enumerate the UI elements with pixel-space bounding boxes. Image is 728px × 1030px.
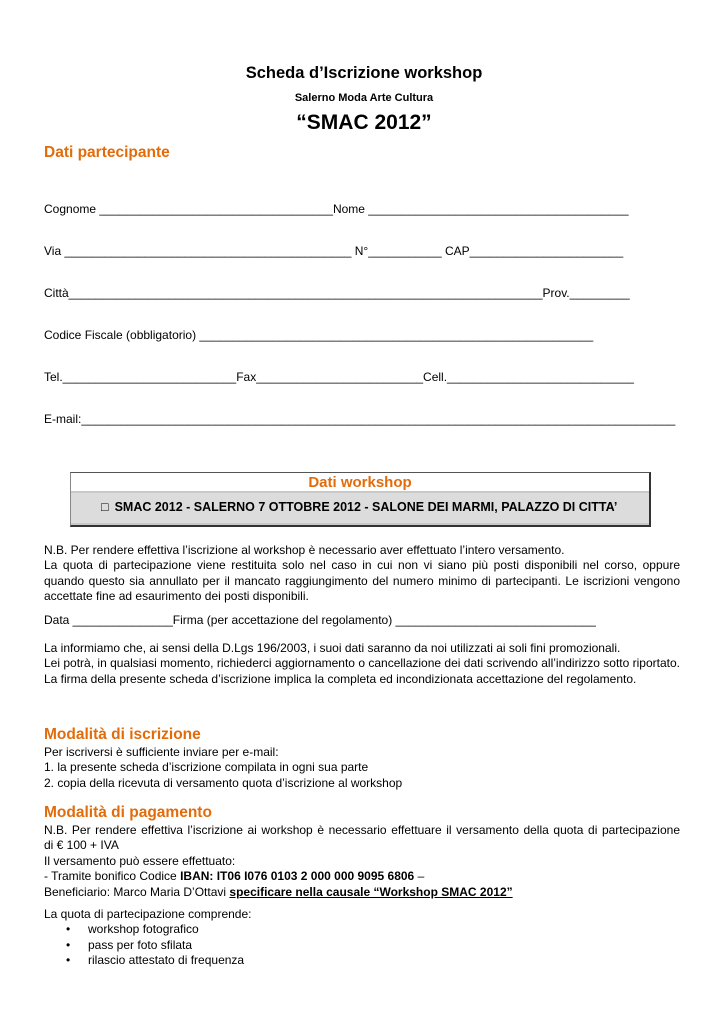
privacy-line: La informiamo che, ai sensi della D.Lgs 196/2003, i suoi dati saranno da noi utilizzati ai soli fini promozionali. xyxy=(44,641,621,655)
nb-line: N.B. Per rendere effettiva l’iscrizione al workshop è necessario aver effettuato l’intero versamento. xyxy=(44,543,565,557)
address-field[interactable]: Via ___________________________________________ N°___________ CAP_______________________ xyxy=(44,244,624,258)
bonifico-prefix: - Tramite bonifico Codice xyxy=(44,869,181,884)
workshop-item-label: SMAC 2012 - SALERNO 7 OTTOBRE 2012 - SALONE DEI MARMI, PALAZZO DI CITTA’ xyxy=(114,500,618,514)
bonifico-line xyxy=(44,869,680,884)
pagamento-block xyxy=(44,823,680,900)
workshop-option[interactable] xyxy=(71,493,649,523)
privacy-block xyxy=(44,641,680,687)
quota-intro: La quota di partecipazione comprende: xyxy=(44,907,252,921)
causale-note: specificare nella causale “Workshop SMAC 2012” xyxy=(229,884,513,899)
notes-block xyxy=(44,543,680,605)
checkbox-icon[interactable]: □ xyxy=(101,500,109,514)
pagamento-nb: N.B. Per rendere effettiva l’iscrizione ai workshop è necessario effettuare il versamento della quota di partecipazione xyxy=(44,823,680,837)
refund-paragraph: La quota di partecipazione viene restituita solo nel caso in cui non vi siano più posti disponibili nel corso, oppure quando questo sia annullato per il mancato raggiungimento del numero minimo di partecipanti. Le iscrizioni vengono accettate fine ad esaurimento dei posti disponibili. xyxy=(44,558,680,604)
city-field[interactable]: Città_______________________________________________________________________Prov._________ xyxy=(44,286,630,300)
list-item: • workshop fotografico xyxy=(44,922,680,937)
pagamento-versamento: Il versamento può essere effettuato: xyxy=(44,853,236,868)
beneficiario-line xyxy=(44,885,680,900)
iscrizione-line: Per iscriversi è sufficiente inviare per e-mail: xyxy=(44,745,279,759)
workshop-heading: Dati workshop xyxy=(71,473,649,491)
workshop-box xyxy=(70,472,651,527)
signature-line[interactable]: Data _______________Firma (per accettazione del regolamento) ______________________________ xyxy=(44,613,596,627)
document-title: Scheda d’Iscrizione workshop xyxy=(245,64,483,82)
iscrizione-heading: Modalità di iscrizione xyxy=(44,726,201,743)
privacy-paragraph: Lei potrà, in qualsiasi momento, richiederci aggiornamento o cancellazione dei dati scrivendo all’indirizzo sotto riportato. La firma della presente scheda d’iscrizione implica la completa ed incondizionata accettazione del regolamento. xyxy=(44,656,680,686)
bonifico-suffix: – xyxy=(414,869,425,884)
iscrizione-line: 1. la presente scheda d’iscrizione compilata in ogni sua parte xyxy=(44,760,369,775)
pagamento-amount: di € 100 + IVA xyxy=(44,838,119,853)
surname-name-field[interactable]: Cognome ___________________________________Nome _______________________________________ xyxy=(44,202,629,216)
list-item: • pass per foto sfilata xyxy=(44,938,680,953)
email-field[interactable]: E-mail:_________________________________________________________________________________________ xyxy=(44,412,676,426)
list-item: • rilascio attestato di frequenza xyxy=(44,953,680,968)
fiscal-code-field[interactable]: Codice Fiscale (obbligatorio) ___________________________________________________________ xyxy=(44,328,594,342)
pagamento-heading: Modalità di pagamento xyxy=(44,804,212,821)
iban-code: IBAN: IT06 I076 0103 2 000 000 9095 6806 xyxy=(180,869,415,884)
document-subtitle: Salerno Moda Arte Cultura xyxy=(294,92,434,104)
event-title: “SMAC 2012” xyxy=(296,111,432,134)
quota-block xyxy=(44,907,680,969)
iscrizione-line: 2. copia della ricevuta di versamento quota d’iscrizione al workshop xyxy=(44,775,403,790)
participant-heading: Dati partecipante xyxy=(44,144,170,161)
phone-fax-cell-field[interactable]: Tel.__________________________Fax_________________________Cell.____________________________ xyxy=(44,370,634,384)
beneficiario-label: Beneficiario: Marco Maria D’Ottavi xyxy=(44,884,230,899)
quota-list xyxy=(44,922,680,968)
iscrizione-block xyxy=(44,745,680,791)
